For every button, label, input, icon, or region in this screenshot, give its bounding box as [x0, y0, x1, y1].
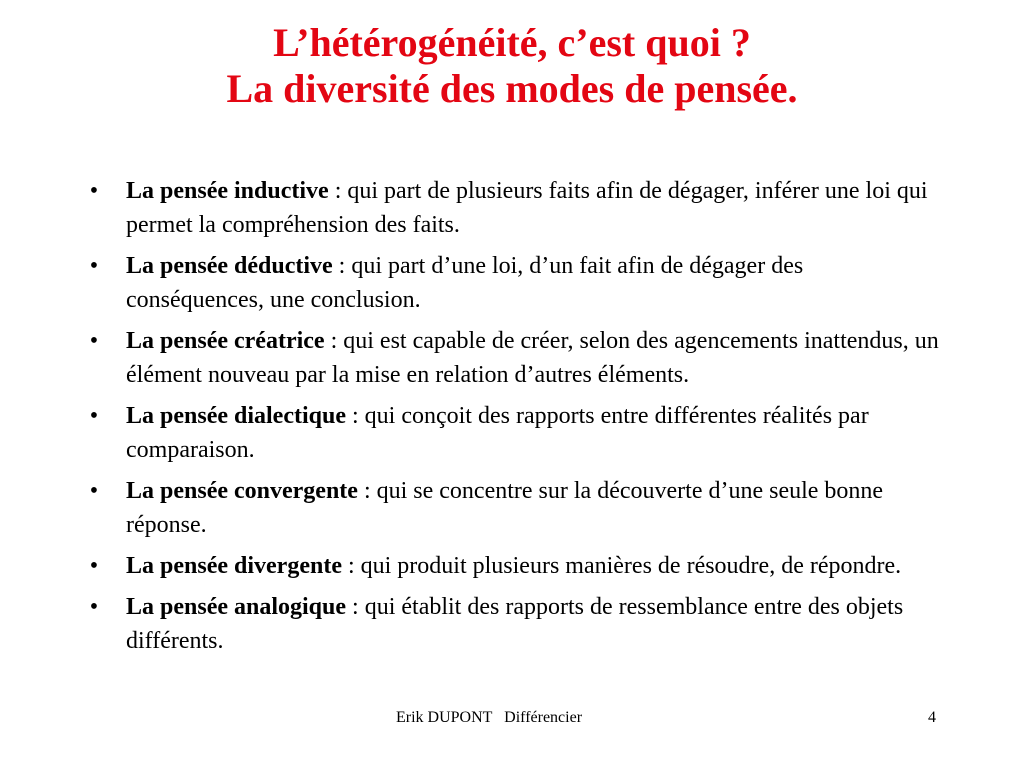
footer-subject: Différencier [504, 709, 583, 726]
bullet-icon: • [89, 594, 99, 620]
bullet-term: La pensée convergente [126, 478, 358, 504]
bullet-description: : qui se concentre sur la découverte d’une seule bonne réponse. [126, 478, 884, 538]
bullet-item-inductive [84, 174, 946, 242]
bullet-term: La pensée divergente [126, 553, 342, 579]
bullet-term: La pensée analogique [126, 594, 347, 620]
bullet-description: : qui produit plusieurs manières de résoudre, de répondre. [341, 553, 902, 579]
bullet-item-analogical [84, 590, 946, 658]
slide-footer [396, 708, 582, 728]
bullet-icon: • [89, 328, 99, 354]
bullet-icon: • [89, 403, 99, 429]
title-line-2: La diversité des modes de pensée. [226, 66, 798, 111]
page-number: 4 [928, 709, 936, 726]
bullet-item-deductive [84, 249, 946, 317]
bullet-description: : qui conçoit des rapports entre différentes réalités par comparaison. [126, 403, 869, 463]
bullet-icon: • [89, 253, 99, 279]
bullet-item-divergent [84, 549, 946, 583]
bullet-item-convergent [84, 474, 946, 542]
bullet-term: La pensée déductive [126, 253, 333, 279]
bullet-icon: • [89, 178, 99, 204]
slide-title [0, 20, 1024, 112]
bullet-item-dialectic [84, 399, 946, 467]
bullet-description: : qui établit des rapports de ressemblance entre des objets différents. [126, 594, 904, 654]
bullet-list [84, 174, 946, 665]
title-line-1: L’hétérogénéité, c’est quoi ? [273, 20, 751, 65]
bullet-term: La pensée dialectique [126, 403, 346, 429]
bullet-description: : qui part de plusieurs faits afin de dégager, inférer une loi qui permet la compréhension des faits. [126, 178, 928, 238]
bullet-icon: • [89, 478, 99, 504]
footer-author: Erik DUPONT [396, 709, 493, 726]
bullet-icon: • [89, 553, 99, 579]
bullet-term: La pensée inductive [126, 178, 329, 204]
bullet-description: : qui est capable de créer, selon des agencements inattendus, un élément nouveau par la mise en relation d’autres éléments. [126, 328, 939, 388]
bullet-item-creative [84, 324, 946, 392]
bullet-term: La pensée créatrice [126, 328, 325, 354]
bullet-description: : qui part d’une loi, d’un fait afin de dégager des conséquences, une conclusion. [126, 253, 804, 313]
